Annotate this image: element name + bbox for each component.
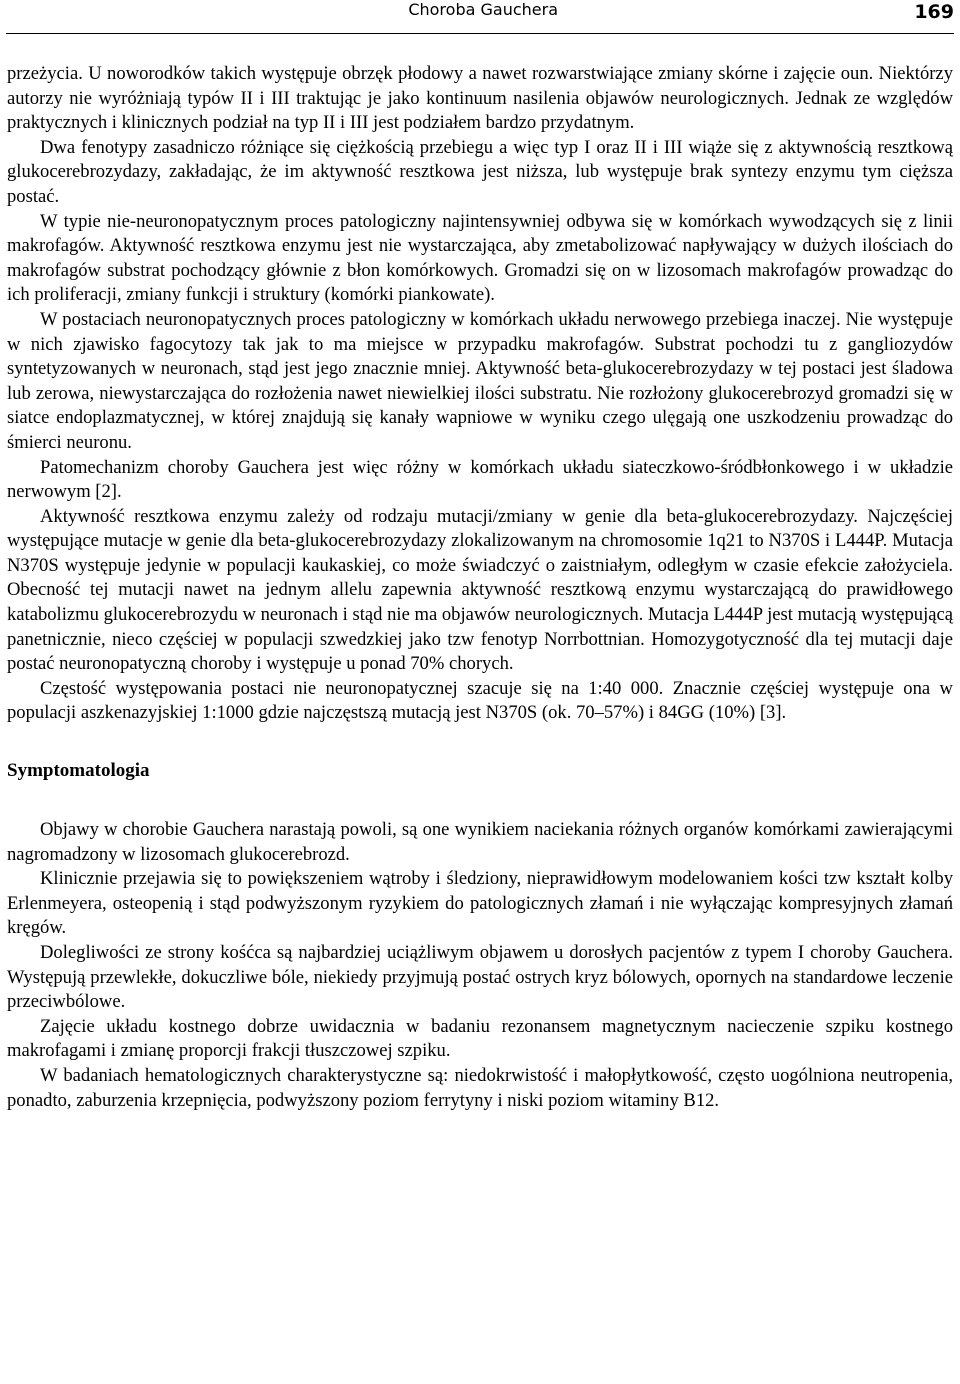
paragraph: Patomechanizm choroby Gauchera jest więc różny w komórkach układu siateczkowo-śródbłonkowego i w układzie nerwowym [2]. bbox=[7, 456, 953, 503]
section-heading: Symptomatologia bbox=[7, 760, 150, 782]
paragraph: W typie nie-neuronopatycznym proces patologiczny najintensywniej odbywa się w komórkach wywodzących się z linii makrofagów. Aktywność resztkowa enzymu jest nie wystarczająca, aby zmetabolizować napływający w dużych ilościach do makrofagów substrat pochodzący głównie z błon komórkowych. Gromadzi się on w lizosomach makrofagów prowadząc do ich proliferacji, zmiany funkcji i struktury (komórki piankowate). bbox=[7, 210, 953, 306]
paragraph: Zajęcie układu kostnego dobrze uwidacznia w badaniu rezonansem magnetycznym nacieczenie szpiku kostnego makrofagami i zmianę proporcji frakcji tłuszczowej szpiku. bbox=[7, 1015, 953, 1062]
paragraph: Dwa fenotypy zasadniczo różniące się ciężkością przebiegu a więc typ I oraz II i III wiąże się z aktywnością resztkową glukocerebrozydazy, zakładając, że im aktywność resztkowa jest niższa, lub występuje brak syntezy enzymu tym cięższa postać. bbox=[7, 136, 953, 207]
paragraph: Objawy w chorobie Gauchera narastają powoli, są one wynikiem naciekania różnych organów komórkami zawierającymi nagromadzony w lizosomach glukocerebrozd. bbox=[7, 819, 953, 865]
paragraph: Dolegliwości ze strony kośćca są najbardziej uciążliwym objawem u dorosłych pacjentów z typem I choroby Gauchera. Występują przewlekłe, dokuczliwe bóle, niekiedy przyjmują postać ostrych kryz bólowych, opornych na standardowe leczenie przeciwbólowe. bbox=[7, 942, 953, 1013]
document-body bbox=[7, 62, 953, 1113]
paragraph: W postaciach neuronopatycznych proces patologiczny w komórkach układu nerwowego przebiega inaczej. Nie występuje w nich zjawisko fagocytozy tak jak to ma miejsce w przypadku makrofagów. Substrat pochodzi tu z gangliozydów syntetyzowanych w neuronach, stąd jest jego znacznie mniej. Aktywność beta-glukocerebrozydazy w tej postaci jest śladowa lub zerowa, niewystarczająca do rozłożenia nawet niewielkiej ilości substratu. Nie rozłożony glukocerebrozyd gromadzi się w siatce endoplazmatycznej, w której znajdują się kanały wapniowe w wyniku czego ulęgają one uszkodzeniu prowadząc do śmierci neuronu. bbox=[7, 308, 953, 453]
header-rule bbox=[6, 33, 954, 34]
paragraph: Częstość występowania postaci nie neuronopatycznej szacuje się na 1:40 000. Znacznie częściej występuje ona w populacji aszkenazyjskiej 1:1000 gdzie najczęstszą mutacją jest N370S (ok. 70–57%) i 84GG (10%) [3]. bbox=[7, 677, 953, 724]
paragraph: przeżycia. U noworodków takich występuje obrzęk płodowy a nawet rozwarstwiające zmiany skórne i zajęcie oun. Niektórzy autorzy nie wyróżniają typów II i III traktując je jako kontinuum nasilenia objawów neurologicznych. Jednak ze względów praktycznych i klinicznych podział na typ II i III jest podziałem bardzo przydatnym. bbox=[7, 63, 953, 134]
paragraph: Klinicznie przejawia się to powiększeniem wątroby i śledziony, nieprawidłowym modelowaniem kości tzw kształt kolby Erlenmeyera, osteopenią i stąd podwyższonym ryzykiem do patologicznych złamań i nie wyłączając kompresyjnych złamań kręgów. bbox=[7, 868, 953, 939]
paragraph: W badaniach hematologicznych charakterystyczne są: niedokrwistość i małopłytkowość, często uogólniona neutropenia, ponadto, zaburzenia krzepnięcia, podwyższony poziom ferrytyny i niski poziom witaminy B12. bbox=[7, 1064, 953, 1111]
page-number: 169 bbox=[914, 1, 954, 23]
running-title: Choroba Gauchera bbox=[408, 0, 558, 19]
paragraph: Aktywność resztkowa enzymu zależy od rodzaju mutacji/zmiany w genie dla beta-glukocerebrozydazy. Najczęściej występujące mutacje w genie dla beta-glukocerebrozydazy zlokalizowanym na chromosomie 1q21 to N370S i L444P. Mutacja N370S występuje jedynie w populacji kaukaskiej, co może świadczyć o zaistniałym, odległym w czasie efekcie założyciela. Obecność tej mutacji nawet na jednym allelu zapewnia aktywność resztkową enzymu wystarczającą do prawidłowego katabolizmu glukocerebrozydu w neuronach i stąd nie ma objawów neurologicznych. Mutacja L444P jest mutacją występującą panetnicznie, nieco częściej w populacji szwedzkiej jako tzw fenotyp Norrbottnian. Homozygotyczność dla tej mutacji daje postać neuronopatyczną choroby i występuje u ponad 70% chorych. bbox=[7, 505, 953, 675]
page-header bbox=[0, 0, 960, 34]
